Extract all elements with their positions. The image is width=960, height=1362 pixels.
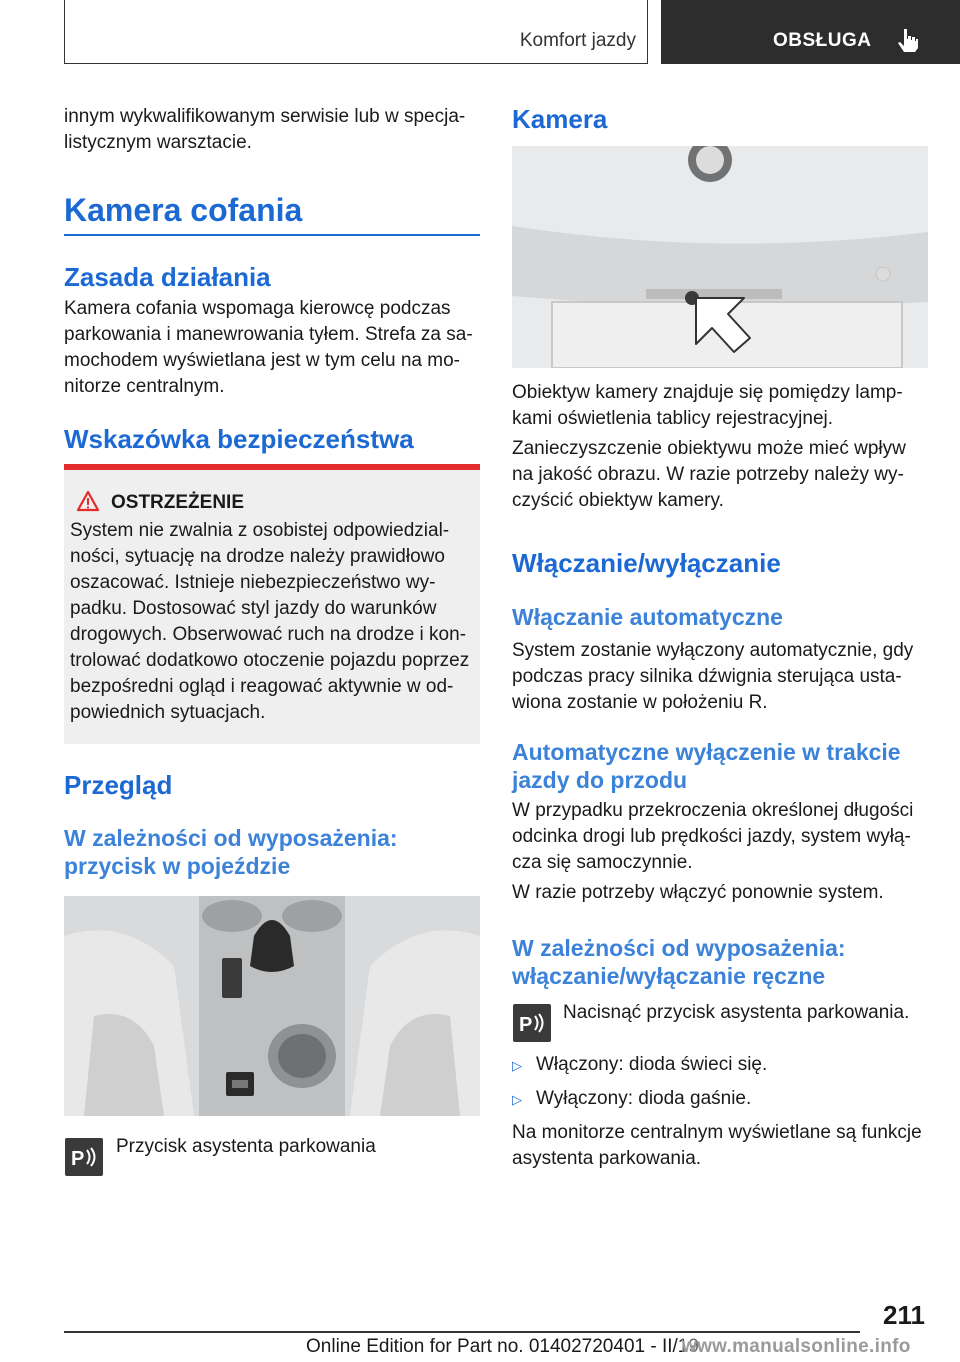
list-item-text: Wyłączony: dioda gaśnie. — [536, 1088, 752, 1109]
button-heading — [64, 824, 398, 880]
camera-paragraph-1 — [512, 380, 928, 432]
button-heading-line: przycisk w pojeździe — [64, 853, 291, 879]
warning-line: drogowych. Obserwować ruch na drodze i kon‐ — [70, 624, 467, 645]
principle-line: parkowania i manewrowania tyłem. Strefa za sa‐ — [64, 324, 473, 345]
camera-line: czyścić obiektyw kamery. — [512, 490, 724, 511]
intro-line: innym wykwalifikowanym serwisie lub w specja‐ — [64, 106, 466, 127]
camera-paragraph-2 — [512, 436, 928, 514]
title-rule — [64, 234, 480, 236]
camera-heading: Kamera — [512, 104, 608, 134]
overview-heading: Przegląd — [64, 770, 173, 800]
warning-label: OSTRZEŻENIE — [111, 492, 245, 513]
principle-paragraph — [64, 296, 480, 400]
warning-line: powiednich sytuacjach. — [70, 702, 266, 723]
bullet-triangle-icon: ▷ — [512, 1092, 522, 1107]
principle-line: Kamera cofania wspomaga kierowcę podczas — [64, 298, 451, 319]
intro-paragraph — [64, 104, 480, 156]
onoff-heading: Włączanie/wyłączanie — [512, 548, 781, 578]
auto-off-line: W przypadku przekroczenia określonej długości — [512, 800, 914, 821]
list-item — [512, 1054, 767, 1076]
header-tab[interactable] — [661, 0, 960, 64]
principle-heading: Zasada działania — [64, 262, 271, 292]
auto-off-line: odcinka drogi lub prędkości jazdy, system wyłą‐ — [512, 826, 911, 847]
bullet-triangle-icon: ▷ — [512, 1058, 522, 1073]
warning-text — [70, 518, 480, 726]
rear-camera-image — [512, 146, 928, 368]
header-tab-label: OBSŁUGA — [773, 30, 872, 51]
principle-line: nitorze centralnym. — [64, 376, 225, 397]
warning-line: ności, sytuację na drodze należy prawidłowo — [70, 546, 445, 567]
camera-line: na jakość obrazu. W razie potrzeby należy wy‐ — [512, 464, 904, 485]
auto-off-heading-line: jazdy do przodu — [512, 767, 688, 793]
manual-press-text: Nacisnąć przycisk asystenta parkowania. — [563, 1002, 910, 1023]
safety-heading: Wskazówka bezpieczeństwa — [64, 424, 414, 454]
svg-text:P: P — [519, 1014, 533, 1036]
page-title: Kamera cofania — [64, 192, 303, 228]
auto-on-line: podczas pracy silnika dźwignia sterująca usta‐ — [512, 666, 902, 687]
button-caption: Przycisk asystenta parkowania — [116, 1136, 376, 1157]
manual-heading-line: W zależności od wyposażenia: — [512, 935, 846, 961]
pointing-hand-icon — [897, 28, 919, 52]
button-heading-line: W zależności od wyposażenia: — [64, 825, 398, 851]
watermark: www.manualsonline.info — [682, 1336, 911, 1357]
warning-line: padku. Dostosować styl jazdy do warunków — [70, 598, 437, 619]
edition-text: Online Edition for Part no. 01402720401 - II/19 — [306, 1336, 699, 1357]
footer-rule — [64, 1331, 860, 1333]
manual-heading — [512, 934, 846, 990]
camera-line: Obiektyw kamery znajduje się pomiędzy lamp‐ — [512, 382, 903, 403]
auto-off-paragraph — [512, 798, 928, 876]
auto-on-line: wiona zostanie w położeniu R. — [512, 692, 768, 713]
warning-line: bezpośredni ogląd i reagować aktywnie w od‐ — [70, 676, 454, 697]
warning-line: oszacować. Istnieje niebezpieczeństwo wy‐ — [70, 572, 436, 593]
auto-off-heading-line: Automatyczne wyłączenie w trakcie — [512, 739, 901, 765]
warning-line: System nie zwalnia z osobistej odpowiedzial‐ — [70, 520, 450, 541]
auto-on-heading: Włączanie automatyczne — [512, 604, 783, 630]
final-line: asystenta parkowania. — [512, 1148, 702, 1169]
camera-line: Zanieczyszczenie obiektywu może mieć wpływ — [512, 438, 906, 459]
list-item-text: Włączony: dioda świeci się. — [536, 1054, 768, 1075]
svg-text:P: P — [71, 1148, 85, 1170]
list-item — [512, 1088, 751, 1110]
final-paragraph — [512, 1120, 928, 1172]
auto-off-heading — [512, 738, 901, 794]
park-assist-button-icon — [513, 1004, 551, 1042]
principle-line: mochodem wyświetlana jest w tym celu na mo‐ — [64, 350, 460, 371]
warning-line: trolować dodatkowo otoczenie pojazdu poprzez — [70, 650, 470, 671]
auto-on-paragraph — [512, 638, 928, 716]
auto-off-paragraph-2: W razie potrzeby włączyć ponownie system. — [512, 882, 884, 903]
center-console-image — [64, 896, 480, 1116]
header-section-title: Komfort jazdy — [519, 30, 636, 51]
auto-off-line: cza się samoczynnie. — [512, 852, 693, 873]
camera-line: kami oświetlenia tablicy rejestracyjnej. — [512, 408, 834, 429]
manual-heading-line: włączanie/wyłączanie ręczne — [512, 963, 826, 989]
warning-triangle-icon — [76, 490, 100, 512]
auto-on-line: System zostanie wyłączony automatycznie, gdy — [512, 640, 914, 661]
final-line: Na monitorze centralnym wyświetlane są funkcje — [512, 1122, 922, 1143]
page-number: 211 — [883, 1300, 925, 1330]
intro-line: listycznym warsztacie. — [64, 132, 252, 153]
park-assist-button-icon — [65, 1138, 103, 1176]
